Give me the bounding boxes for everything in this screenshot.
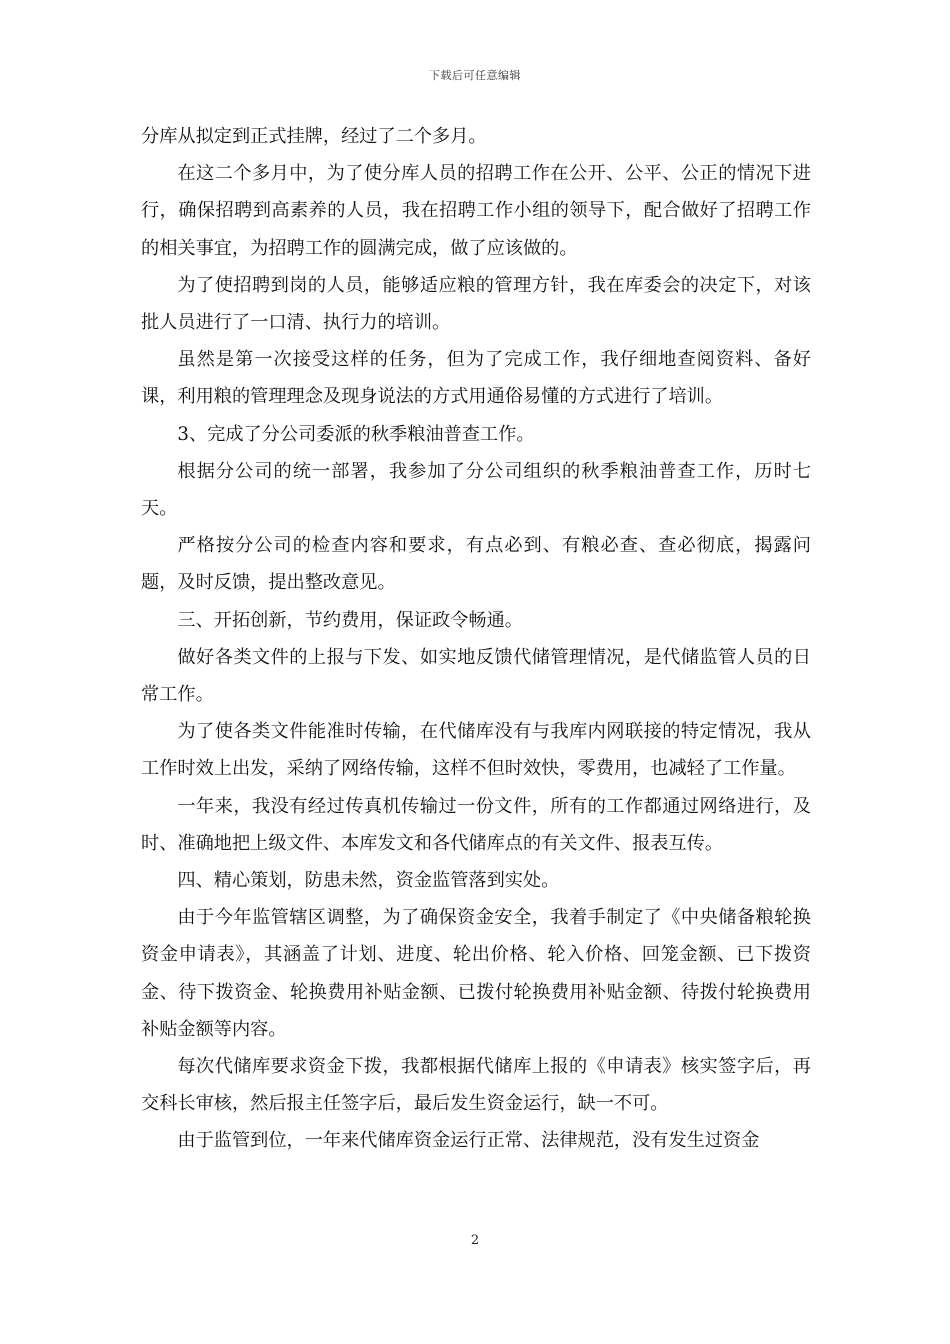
paragraph: 严格按分公司的检查内容和要求，有点必到、有粮必查、查必彻底，揭露问题，及时反馈，提出整改意见。 <box>141 535 811 594</box>
paragraph: 一年来，我没有经过传真机传输过一份文件，所有的工作都通过网络进行，及时、准确地把上级文件、本库发文和各代储库点的有关文件、报表互传。 <box>141 795 811 854</box>
paragraph: 为了使招聘到岗的人员，能够适应粮的管理方针，我在库委会的决定下，对该批人员进行了一口清、执行力的培训。 <box>141 274 811 334</box>
paragraph: 由于监管到位，一年来代储库资金运行正常、法律规范，没有发生过资金 <box>177 1130 760 1152</box>
paragraph: 做好各类文件的上报与下发、如实地反馈代储管理情况，是代储监管人员的日常工作。 <box>141 646 811 706</box>
paragraph: 虽然是第一次接受这样的任务，但为了完成工作，我仔细地查阅资料、备好课，利用粮的管理理念及现身说法的方式用通俗易懂的方式进行了培训。 <box>141 349 811 408</box>
paragraph: 由于今年监管辖区调整，为了确保资金安全，我着手制定了《中央储备粮轮换资金申请表》，其涵盖了计划、进度、轮出价格、轮入价格、回笼金额、已下拨资金、待下拨资金、轮换费用补贴金额、已拨付轮换费用补贴金额、待拨付轮换费用补贴金额等内容。 <box>141 907 811 1040</box>
section-heading: 三、开拓创新，节约费用，保证政令畅通。 <box>177 609 523 631</box>
section-heading: 四、精心策划，防患未然，资金监管落到实处。 <box>177 870 560 892</box>
header-note: 下载后可任意编辑 <box>429 69 521 82</box>
paragraph: 分库从拟定到正式挂牌，经过了二个多月。 <box>141 126 487 147</box>
paragraph: 根据分公司的统一部署，我参加了分公司组织的秋季粮油普查工作，历时七天。 <box>141 460 811 520</box>
paragraph: 为了使各类文件能准时传输，在代储库没有与我库内网联接的特定情况，我从工作时效上出发，采纳了网络传输，这样不但时效快，零费用，也减轻了工作量。 <box>141 721 811 780</box>
page-number: 2 <box>470 1233 480 1248</box>
section-item: 3、完成了分公司委派的秋季粮油普查工作。 <box>177 423 535 445</box>
paragraph: 在这二个多月中，为了使分库人员的招聘工作在公开、公平、公正的情况下进行，确保招聘到高素养的人员，我在招聘工作小组的领导下，配合做好了招聘工作的相关事宜，为招聘工作的圆满完成，做了应该做的。 <box>141 163 811 259</box>
paragraph: 每次代储库要求资金下拨，我都根据代储库上报的《申请表》核实签字后，再交科长审核，然后报主任签字后，最后发生资金运行，缺一不可。 <box>141 1056 811 1115</box>
document-body <box>141 118 811 1160</box>
